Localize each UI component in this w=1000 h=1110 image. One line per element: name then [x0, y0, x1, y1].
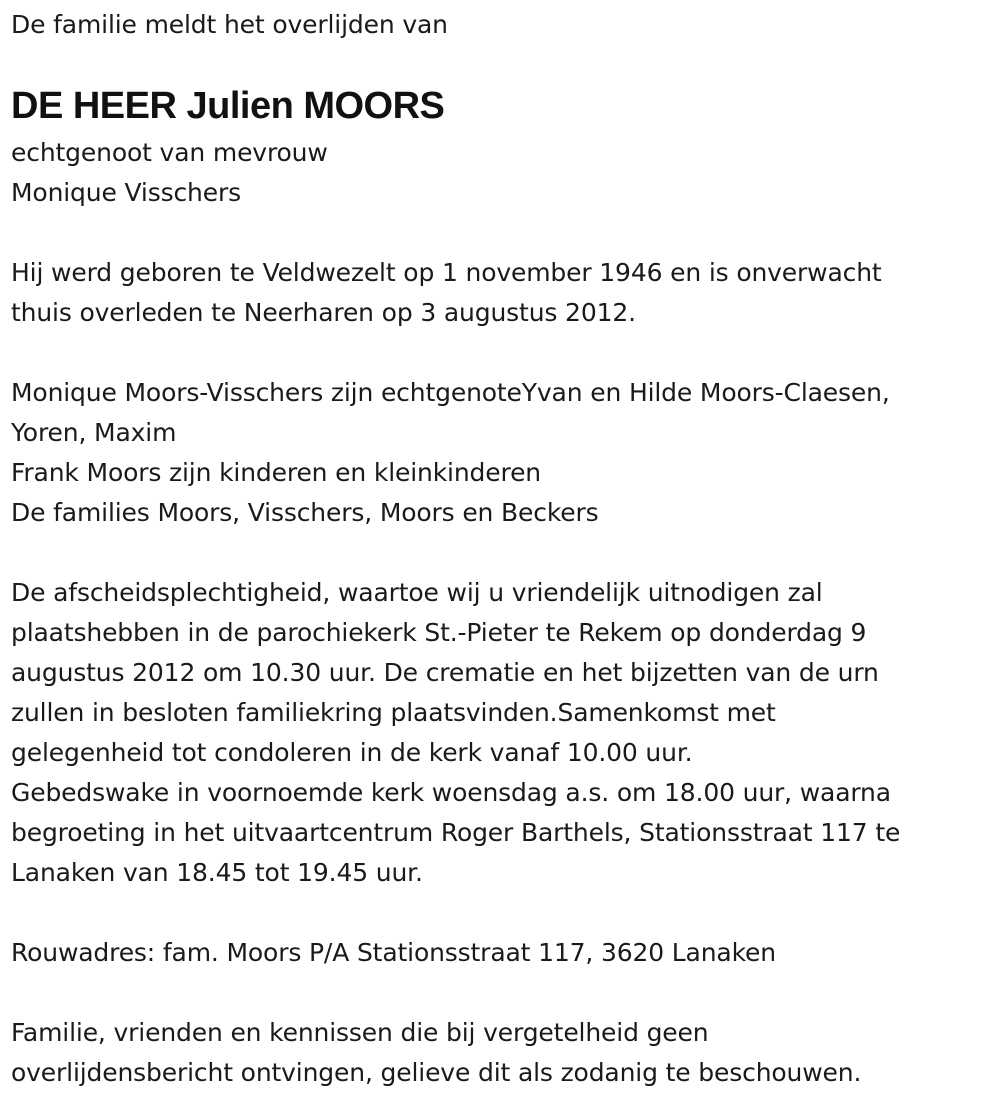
paragraph-line: Gebedswake in voornoemde kerk woensdag a.s. om 18.00 uur, waarna [11, 778, 891, 807]
paragraph-line: Lanaken van 18.45 tot 19.45 uur. [11, 858, 423, 887]
paragraph-line: Familie, vrienden en kennissen die bij vergetelheid geen [11, 1018, 709, 1047]
paragraph-line: augustus 2012 om 10.30 uur. De crematie en het bijzetten van de urn [11, 658, 879, 687]
deceased-name: DE HEER Julien MOORS [11, 85, 445, 127]
paragraph-line: Monique Moors-Visschers zijn echtgenoteYvan en Hilde Moors-Claesen, [11, 378, 890, 407]
paragraph-line: De families Moors, Visschers, Moors en Beckers [11, 498, 599, 527]
family-paragraph [11, 373, 890, 533]
intro-text: De familie meldt het overlijden van [11, 10, 448, 39]
spouse-line: echtgenoot van mevrouw [11, 138, 328, 167]
paragraph-line: overlijdensbericht ontvingen, gelieve dit als zodanig te beschouwen. [11, 1058, 862, 1087]
paragraph-line: plaatshebben in de parochiekerk St.-Pieter te Rekem op donderdag 9 [11, 618, 867, 647]
paragraph-line: begroeting in het uitvaartcentrum Roger Barthels, Stationsstraat 117 te [11, 818, 901, 847]
mourning-address [11, 933, 776, 973]
paragraph-line: Yoren, Maxim [11, 418, 177, 447]
address-line: Rouwadres: fam. Moors P/A Stationsstraat 117, 3620 Lanaken [11, 938, 776, 967]
paragraph-line: thuis overleden te Neerharen op 3 augustus 2012. [11, 298, 636, 327]
paragraph-line: Hij werd geboren te Veldwezelt op 1 november 1946 en is onverwacht [11, 258, 882, 287]
ceremony-paragraph [11, 573, 900, 893]
birth-death-paragraph [11, 253, 882, 333]
paragraph-line: Frank Moors zijn kinderen en kleinkinderen [11, 458, 542, 487]
spouse-block [11, 133, 328, 213]
closing-paragraph [11, 1013, 861, 1093]
paragraph-line: zullen in besloten familiekring plaatsvinden.Samenkomst met [11, 698, 776, 727]
spouse-line: Monique Visschers [11, 178, 241, 207]
paragraph-line: De afscheidsplechtigheid, waartoe wij u vriendelijk uitnodigen zal [11, 578, 823, 607]
paragraph-line: gelegenheid tot condoleren in de kerk vanaf 10.00 uur. [11, 738, 693, 767]
